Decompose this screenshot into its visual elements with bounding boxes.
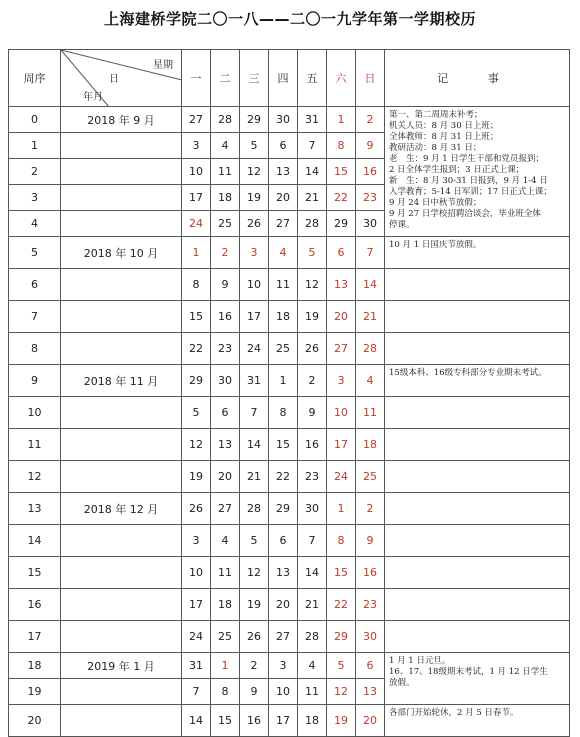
day-cell: 9	[240, 679, 269, 705]
day-cell: 8	[327, 525, 356, 557]
day-cell: 2	[211, 237, 240, 269]
notes-cell	[385, 589, 570, 621]
week-number-cell: 9	[9, 365, 61, 397]
day-header-wed: 三	[240, 50, 269, 107]
day-cell: 5	[182, 397, 211, 429]
day-cell: 26	[240, 621, 269, 653]
note-line: 9 月 27 日学校招聘洽谈会，毕业班全体	[389, 209, 541, 219]
month-cell	[61, 185, 182, 211]
day-cell: 29	[269, 493, 298, 525]
day-cell: 23	[211, 333, 240, 365]
week-number-cell: 19	[9, 679, 61, 705]
day-cell: 29	[327, 621, 356, 653]
month-cell	[61, 557, 182, 589]
day-cell: 4	[269, 237, 298, 269]
note-line: 放假。	[389, 678, 415, 688]
day-cell: 12	[327, 679, 356, 705]
day-cell: 22	[182, 333, 211, 365]
calendar-body	[9, 107, 570, 737]
day-cell: 3	[269, 653, 298, 679]
day-cell: 25	[356, 461, 385, 493]
day-cell: 25	[269, 333, 298, 365]
day-cell: 27	[269, 211, 298, 237]
day-cell: 3	[240, 237, 269, 269]
day-cell: 30	[356, 211, 385, 237]
day-cell: 22	[327, 589, 356, 621]
month-cell: 2019 年 1 月	[61, 653, 182, 679]
day-cell: 11	[356, 397, 385, 429]
notes-cell	[385, 461, 570, 493]
week-number-cell: 6	[9, 269, 61, 301]
week-number-header: 周序	[9, 50, 61, 107]
month-cell	[61, 211, 182, 237]
day-cell: 27	[327, 333, 356, 365]
day-header-thu: 四	[269, 50, 298, 107]
day-cell: 15	[327, 557, 356, 589]
day-cell: 1	[182, 237, 211, 269]
week-number-cell: 14	[9, 525, 61, 557]
day-cell: 21	[298, 589, 327, 621]
note-line: 各部门开始轮休，2 月 5 日春节。	[389, 708, 519, 718]
week-number-cell: 4	[9, 211, 61, 237]
day-cell: 3	[327, 365, 356, 397]
table-row	[9, 237, 570, 269]
note-line: 10 月 1 日国庆节放假。	[389, 240, 482, 250]
day-cell: 11	[211, 557, 240, 589]
day-cell: 6	[327, 237, 356, 269]
notes-cell	[385, 621, 570, 653]
day-cell: 7	[298, 133, 327, 159]
day-cell: 30	[211, 365, 240, 397]
day-cell: 8	[211, 679, 240, 705]
table-row	[9, 493, 570, 525]
day-cell: 18	[211, 589, 240, 621]
day-cell: 9	[356, 133, 385, 159]
day-cell: 2	[356, 107, 385, 133]
month-cell	[61, 269, 182, 301]
note-line: 9 月 24 日中秋节放假；	[389, 198, 482, 208]
day-cell: 21	[298, 185, 327, 211]
day-cell: 10	[327, 397, 356, 429]
day-cell: 17	[269, 705, 298, 737]
day-cell: 27	[269, 621, 298, 653]
day-cell: 19	[240, 589, 269, 621]
week-number-cell: 5	[9, 237, 61, 269]
week-number-cell: 20	[9, 705, 61, 737]
month-cell	[61, 705, 182, 737]
day-cell: 4	[211, 525, 240, 557]
week-number-cell: 3	[9, 185, 61, 211]
day-cell: 1	[327, 107, 356, 133]
day-cell: 15	[269, 429, 298, 461]
day-cell: 4	[298, 653, 327, 679]
day-cell: 8	[182, 269, 211, 301]
week-number-cell: 13	[9, 493, 61, 525]
week-number-cell: 10	[9, 397, 61, 429]
month-cell	[61, 525, 182, 557]
day-cell: 11	[211, 159, 240, 185]
notes-cell	[385, 397, 570, 429]
day-cell: 24	[182, 211, 211, 237]
day-cell: 10	[182, 557, 211, 589]
day-cell: 28	[356, 333, 385, 365]
notes-cell	[385, 365, 570, 397]
table-row	[9, 461, 570, 493]
day-cell: 28	[240, 493, 269, 525]
diagonal-header-cell	[61, 50, 182, 107]
day-cell: 5	[298, 237, 327, 269]
day-cell: 17	[327, 429, 356, 461]
notes-cell	[385, 705, 570, 737]
day-cell: 19	[298, 301, 327, 333]
notes-header: 记 事	[385, 50, 570, 107]
day-cell: 3	[182, 133, 211, 159]
day-cell: 4	[356, 365, 385, 397]
month-cell	[61, 679, 182, 705]
note-line: 教研活动：8 月 31 日；	[389, 143, 482, 153]
day-cell: 24	[327, 461, 356, 493]
table-row	[9, 557, 570, 589]
notes-cell	[385, 237, 570, 269]
week-number-cell: 0	[9, 107, 61, 133]
week-number-cell: 2	[9, 159, 61, 185]
day-cell: 21	[240, 461, 269, 493]
day-cell: 6	[211, 397, 240, 429]
day-cell: 13	[269, 557, 298, 589]
day-cell: 12	[240, 159, 269, 185]
month-cell: 2018 年 12 月	[61, 493, 182, 525]
day-cell: 28	[298, 211, 327, 237]
month-cell	[61, 397, 182, 429]
day-cell: 7	[298, 525, 327, 557]
notes-cell	[385, 301, 570, 333]
day-cell: 14	[298, 557, 327, 589]
day-cell: 25	[211, 621, 240, 653]
table-row	[9, 525, 570, 557]
day-cell: 8	[269, 397, 298, 429]
month-cell	[61, 159, 182, 185]
day-cell: 7	[356, 237, 385, 269]
month-cell	[61, 461, 182, 493]
week-number-cell: 17	[9, 621, 61, 653]
week-number-cell: 11	[9, 429, 61, 461]
table-row	[9, 333, 570, 365]
day-cell: 30	[356, 621, 385, 653]
day-cell: 29	[327, 211, 356, 237]
day-cell: 6	[356, 653, 385, 679]
day-cell: 15	[327, 159, 356, 185]
day-cell: 29	[240, 107, 269, 133]
day-cell: 1	[211, 653, 240, 679]
month-cell	[61, 333, 182, 365]
header-row	[9, 50, 570, 107]
day-cell: 14	[356, 269, 385, 301]
month-cell	[61, 621, 182, 653]
week-number-cell: 16	[9, 589, 61, 621]
table-row	[9, 621, 570, 653]
month-cell: 2018 年 11 月	[61, 365, 182, 397]
day-cell: 5	[240, 525, 269, 557]
day-cell: 5	[327, 653, 356, 679]
month-cell	[61, 133, 182, 159]
day-header-mon: 一	[182, 50, 211, 107]
day-header-sat: 六	[327, 50, 356, 107]
day-cell: 13	[269, 159, 298, 185]
day-cell: 23	[356, 589, 385, 621]
notes-cell	[385, 333, 570, 365]
day-cell: 12	[240, 557, 269, 589]
day-cell: 16	[240, 705, 269, 737]
day-cell: 13	[327, 269, 356, 301]
day-cell: 12	[182, 429, 211, 461]
note-line: 1 月 1 日元旦。	[389, 656, 451, 666]
note-line: 16、17、18级期末考试，1 月 12 日学生	[389, 667, 548, 677]
notes-cell	[385, 653, 570, 705]
day-cell: 18	[298, 705, 327, 737]
day-cell: 6	[269, 525, 298, 557]
day-cell: 16	[356, 557, 385, 589]
day-cell: 2	[298, 365, 327, 397]
week-number-cell: 18	[9, 653, 61, 679]
note-line: 停课。	[389, 220, 415, 230]
note-line: 全体教师：8 月 31 日上班；	[389, 132, 499, 142]
day-cell: 3	[182, 525, 211, 557]
week-number-cell: 15	[9, 557, 61, 589]
day-cell: 28	[298, 621, 327, 653]
table-row	[9, 397, 570, 429]
notes-cell	[385, 557, 570, 589]
day-cell: 5	[240, 133, 269, 159]
day-cell: 23	[356, 185, 385, 211]
table-row	[9, 301, 570, 333]
notes-cell	[385, 525, 570, 557]
note-line: 老 生：9 月 1 日学生干部和党员报到；	[389, 154, 544, 164]
day-cell: 7	[240, 397, 269, 429]
school-calendar-table	[8, 49, 570, 737]
day-cell: 31	[240, 365, 269, 397]
note-line: 机关人员：8 月 30 日上班；	[389, 121, 499, 131]
day-cell: 10	[269, 679, 298, 705]
day-cell: 30	[298, 493, 327, 525]
month-cell: 2018 年 9 月	[61, 107, 182, 133]
note-line: 2 日全体学生报到；3 日正式上课；	[389, 165, 525, 175]
day-cell: 20	[356, 705, 385, 737]
day-cell: 15	[211, 705, 240, 737]
notes-cell	[385, 493, 570, 525]
day-cell: 10	[240, 269, 269, 301]
day-cell: 18	[356, 429, 385, 461]
day-cell: 26	[298, 333, 327, 365]
month-cell: 2018 年 10 月	[61, 237, 182, 269]
day-cell: 10	[182, 159, 211, 185]
day-cell: 18	[269, 301, 298, 333]
day-cell: 31	[298, 107, 327, 133]
day-cell: 11	[269, 269, 298, 301]
day-cell: 11	[298, 679, 327, 705]
day-cell: 7	[182, 679, 211, 705]
table-row	[9, 365, 570, 397]
day-cell: 17	[182, 589, 211, 621]
day-cell: 18	[211, 185, 240, 211]
table-row	[9, 269, 570, 301]
table-row	[9, 107, 570, 133]
week-number-cell: 1	[9, 133, 61, 159]
day-cell: 8	[327, 133, 356, 159]
day-cell: 16	[356, 159, 385, 185]
month-cell	[61, 589, 182, 621]
note-line: 15级本科、16级专科部分专业期末考试。	[389, 368, 547, 378]
day-cell: 25	[211, 211, 240, 237]
day-cell: 16	[298, 429, 327, 461]
day-cell: 27	[182, 107, 211, 133]
day-cell: 14	[182, 705, 211, 737]
day-cell: 31	[182, 653, 211, 679]
day-cell: 19	[240, 185, 269, 211]
notes-cell	[385, 269, 570, 301]
note-line: 入学教育；5-14 日军训；17 日正式上课；	[389, 187, 552, 197]
month-cell	[61, 429, 182, 461]
day-cell: 24	[240, 333, 269, 365]
table-row	[9, 429, 570, 461]
day-cell: 21	[356, 301, 385, 333]
table-row	[9, 589, 570, 621]
day-cell: 15	[182, 301, 211, 333]
day-cell: 28	[211, 107, 240, 133]
day-cell: 17	[240, 301, 269, 333]
day-cell: 6	[269, 133, 298, 159]
day-header-tue: 二	[211, 50, 240, 107]
day-cell: 9	[356, 525, 385, 557]
note-line: 第一、第二周周末补考；	[389, 110, 483, 120]
day-cell: 20	[327, 301, 356, 333]
day-cell: 2	[240, 653, 269, 679]
day-header-fri: 五	[298, 50, 327, 107]
day-cell: 19	[327, 705, 356, 737]
day-cell: 23	[298, 461, 327, 493]
day-header-sun: 日	[356, 50, 385, 107]
week-number-cell: 7	[9, 301, 61, 333]
page-title: 上海建桥学院二〇一八——二〇一九学年第一学期校历	[103, 10, 476, 28]
day-cell: 1	[327, 493, 356, 525]
diag-month-label: 年月	[83, 92, 103, 103]
day-cell: 20	[269, 589, 298, 621]
day-cell: 29	[182, 365, 211, 397]
day-cell: 24	[182, 621, 211, 653]
day-cell: 1	[269, 365, 298, 397]
note-line: 新 生：8 月 30-31 日报到，9 月 1-4 日	[389, 176, 548, 186]
day-cell: 20	[211, 461, 240, 493]
day-cell: 9	[211, 269, 240, 301]
diag-weekday-label: 星期	[153, 60, 173, 71]
day-cell: 2	[356, 493, 385, 525]
day-cell: 14	[298, 159, 327, 185]
day-cell: 27	[211, 493, 240, 525]
day-cell: 26	[182, 493, 211, 525]
day-cell: 17	[182, 185, 211, 211]
day-cell: 13	[211, 429, 240, 461]
day-cell: 14	[240, 429, 269, 461]
notes-cell	[385, 429, 570, 461]
table-row	[9, 705, 570, 737]
day-cell: 16	[211, 301, 240, 333]
day-cell: 4	[211, 133, 240, 159]
notes-cell	[385, 107, 570, 237]
month-cell	[61, 301, 182, 333]
week-number-cell: 8	[9, 333, 61, 365]
week-number-cell: 12	[9, 461, 61, 493]
day-cell: 12	[298, 269, 327, 301]
day-cell: 22	[327, 185, 356, 211]
diag-day-label: 日	[109, 74, 119, 85]
day-cell: 22	[269, 461, 298, 493]
table-row	[9, 653, 570, 679]
day-cell: 9	[298, 397, 327, 429]
day-cell: 19	[182, 461, 211, 493]
day-cell: 13	[356, 679, 385, 705]
day-cell: 26	[240, 211, 269, 237]
day-cell: 20	[269, 185, 298, 211]
day-cell: 30	[269, 107, 298, 133]
